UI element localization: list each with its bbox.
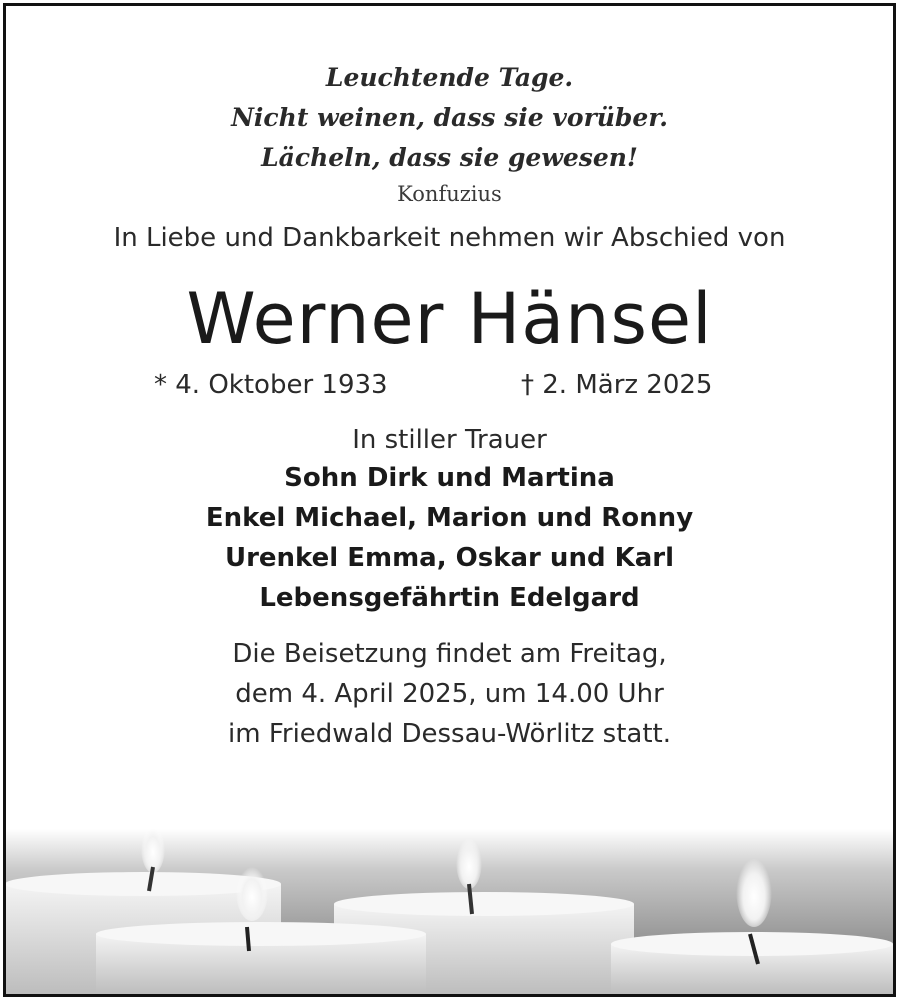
mourning-heading: In stiller Trauer (352, 425, 547, 455)
birth-date: * 4. Oktober 1933 (154, 370, 388, 400)
funeral-details (6, 634, 893, 754)
deceased-name: Werner Hänsel (186, 278, 713, 360)
quote-line: Nicht weinen, dass sie vorüber. (231, 103, 668, 132)
mourner-line: Urenkel Emma, Oskar und Karl (224, 543, 675, 573)
mourner-line: Enkel Michael, Marion und Ronny (205, 503, 694, 533)
quote (6, 58, 893, 178)
intro-text: In Liebe und Dankbarkeit nehmen wir Abschied von (113, 223, 786, 253)
mourners-list (6, 458, 893, 618)
funeral-line: Die Beisetzung findet am Freitag, (232, 639, 667, 669)
notice-content (6, 6, 893, 754)
candles-image (6, 829, 893, 994)
funeral-line: dem 4. April 2025, um 14.00 Uhr (235, 679, 664, 709)
quote-author: Konfuzius (397, 182, 502, 206)
funeral-line: im Friedwald Dessau-Wörlitz statt. (228, 719, 671, 749)
quote-line: Lächeln, dass sie gewesen! (261, 143, 638, 172)
mourner-line: Sohn Dirk und Martina (284, 463, 615, 493)
life-dates (6, 370, 893, 410)
obituary-notice (3, 3, 896, 997)
quote-line: Leuchtende Tage. (325, 63, 574, 92)
mourner-line: Lebensgefährtin Edelgard (259, 583, 640, 613)
death-date: † 2. März 2025 (521, 370, 713, 400)
